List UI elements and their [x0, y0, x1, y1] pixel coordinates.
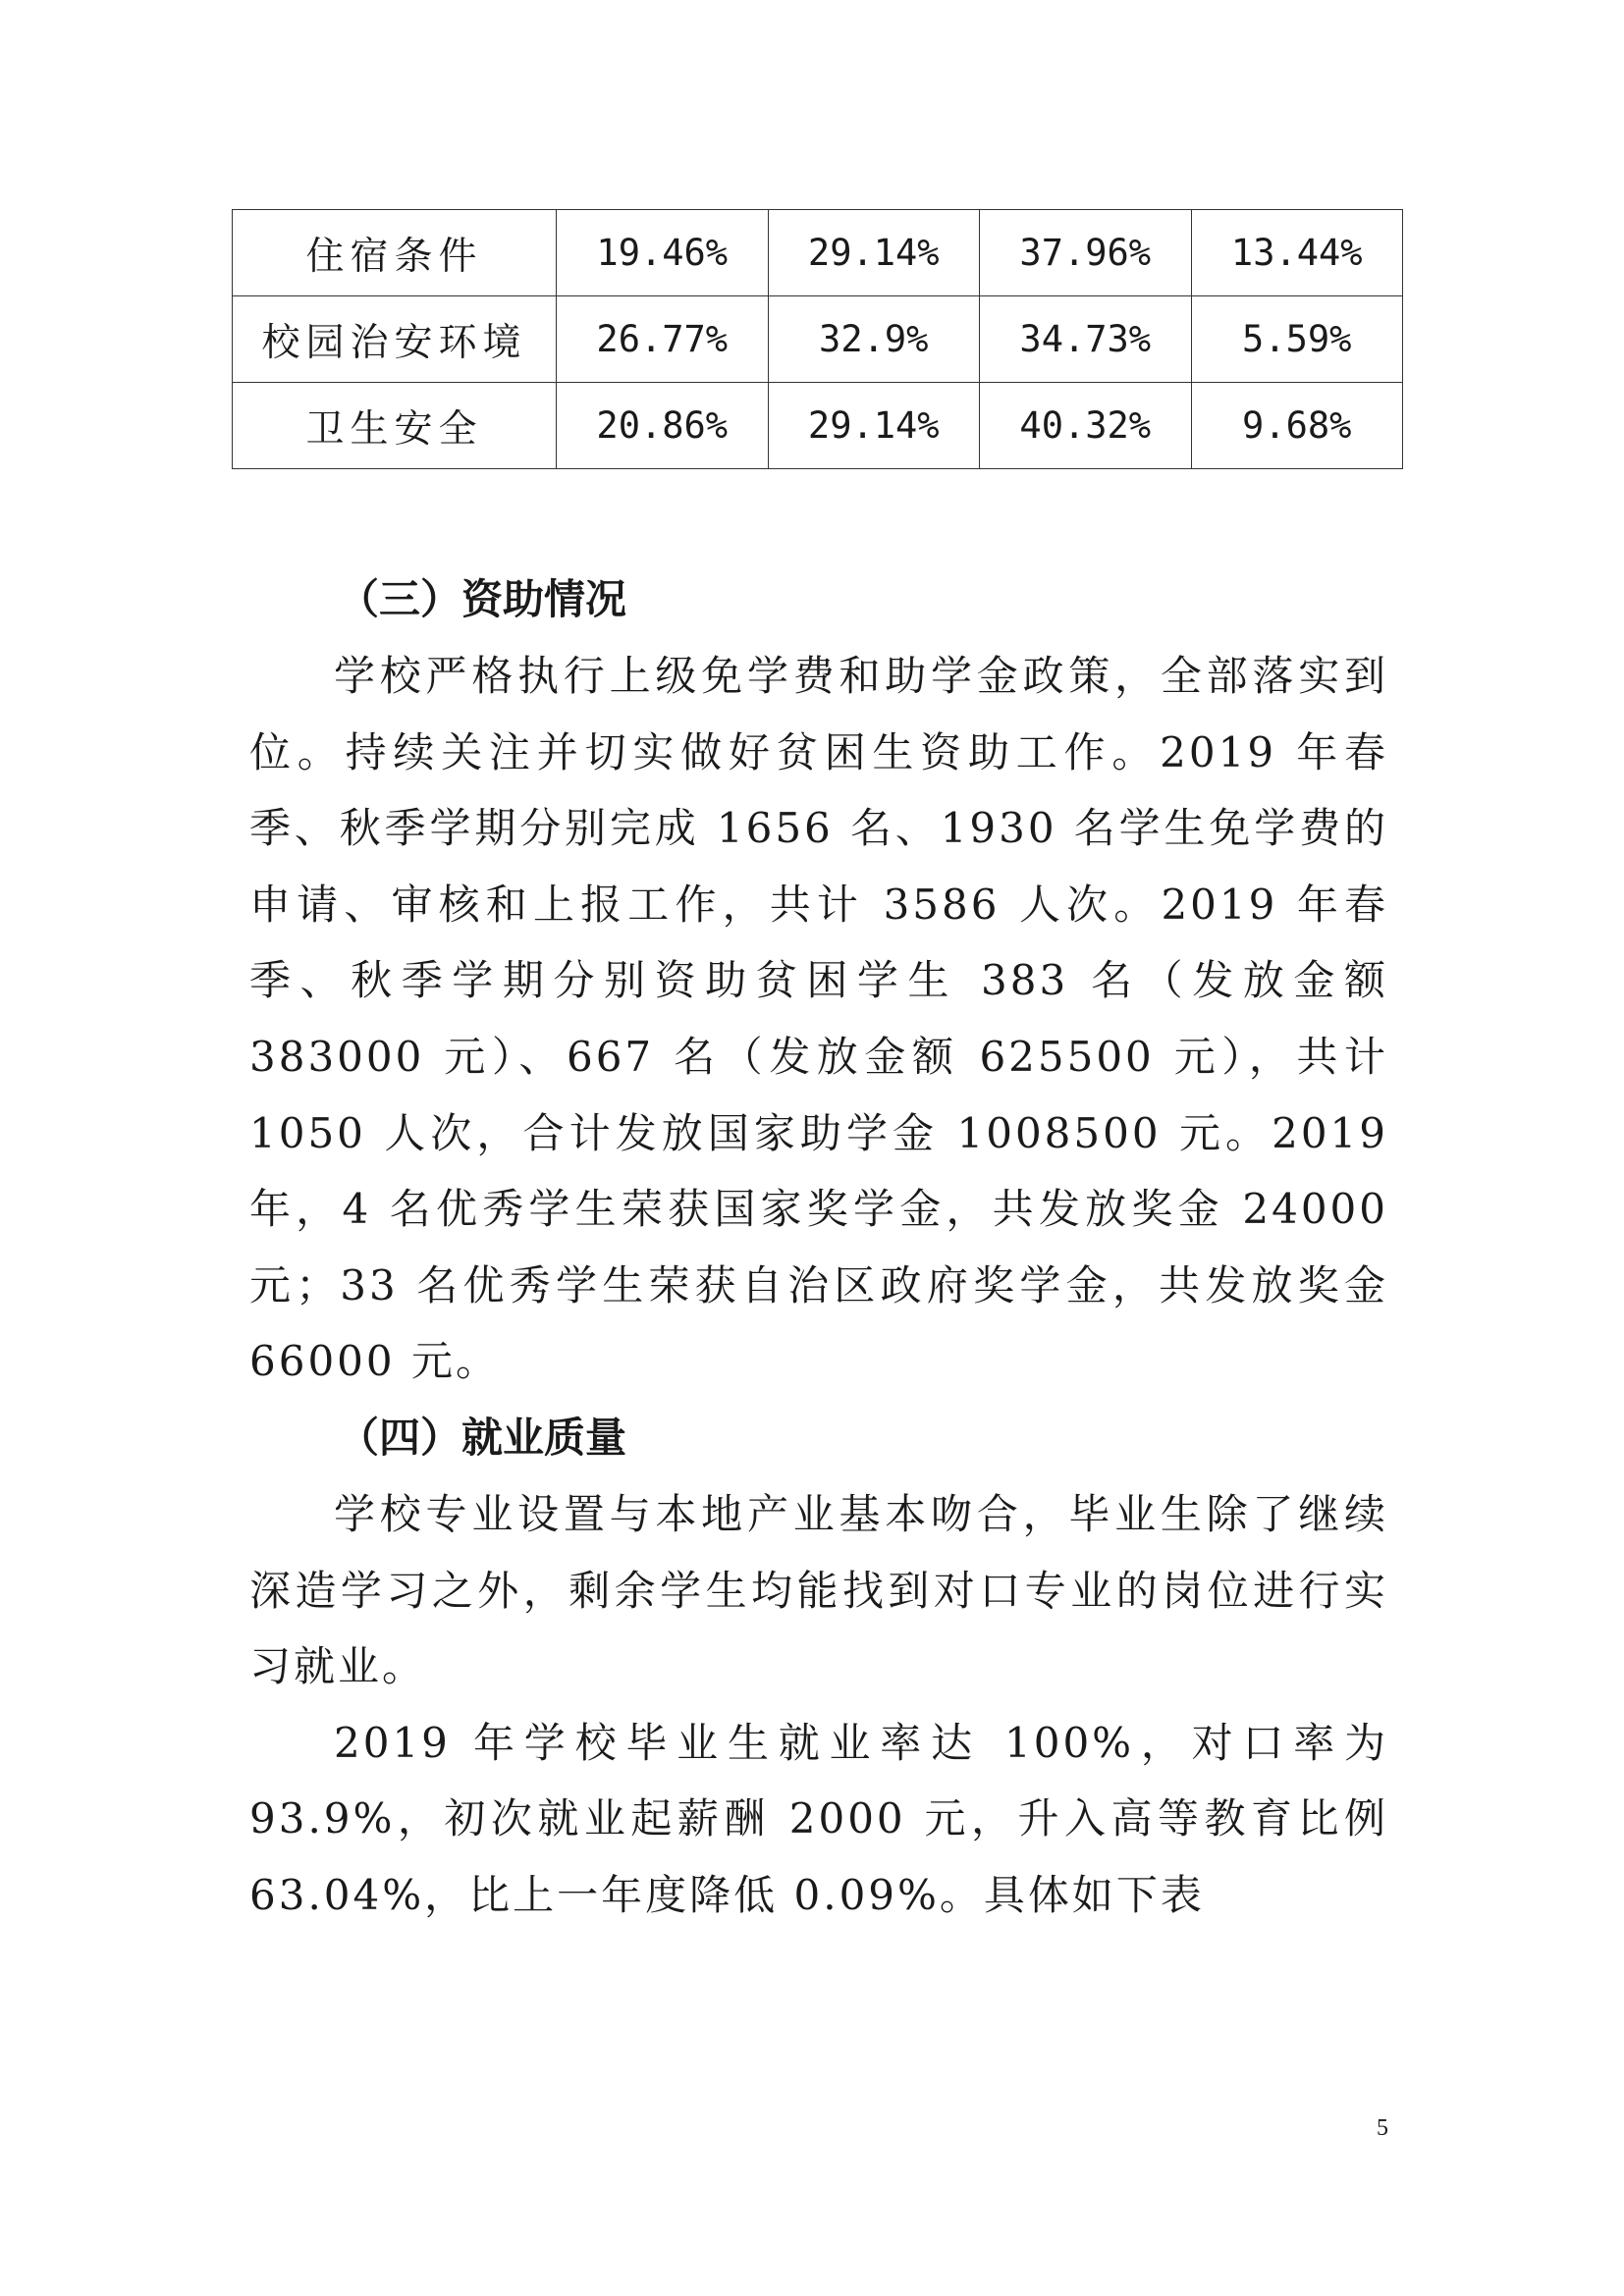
table-cell-value: 32.9%: [768, 296, 980, 383]
employment-paragraph-2: 2019 年学校毕业生就业率达 100%，对口率为 93.9%，初次就业起薪酬 2000 元，升入高等教育比例 63.04%，比上一年度降低 0.09%。具体如下表: [249, 1718, 1388, 1919]
table-row: [233, 383, 1403, 469]
survey-table: [232, 209, 1403, 469]
employment-paragraph-1: 学校专业设置与本地产业基本吻合，毕业生除了继续深造学习之外，剩余学生均能找到对口专业的岗位进行实习就业。: [249, 1489, 1388, 1691]
table-cell-value: 9.68%: [1191, 383, 1403, 469]
funding-paragraph: 学校严格执行上级免学费和助学金政策，全部落实到位。持续关注并切实做好贫困生资助工作。2019 年春季、秋季学期分别完成 1656 名、1930 名学生免学费的申请、审核和上报工作，共计 3586 人次。2019 年春季、秋季学期分别资助贫困学生 383 名（发放金额 383000 元）、667 名（发放金额 625500 元），共计 1050 人次，合计发放国家助学金 1008500 元。2019 年，4 名优秀学生荣获国家奖学金，共发放奖金 24000 元；33 名优秀学生荣获自治区政府奖学金，共发放奖金 66000 元。: [249, 652, 1388, 1386]
table-cell-value: 19.46%: [557, 210, 769, 296]
document-body: [249, 561, 1388, 1934]
table-cell-value: 34.73%: [980, 296, 1192, 383]
table-cell-item: 校园治安环境: [233, 296, 557, 383]
table-cell-value: 13.44%: [1191, 210, 1403, 296]
table-row: [233, 296, 1403, 383]
survey-table-body: [233, 210, 1403, 469]
table-cell-value: 37.96%: [980, 210, 1192, 296]
section-heading-funding: （三）资助情况: [338, 575, 627, 623]
table-cell-value: 5.59%: [1191, 296, 1403, 383]
table-cell-item: 卫生安全: [233, 383, 557, 469]
table-cell-item: 住宿条件: [233, 210, 557, 296]
section-heading-employment: （四）就业质量: [338, 1413, 627, 1462]
table-cell-value: 26.77%: [557, 296, 769, 383]
table-cell-value: 20.86%: [557, 383, 769, 469]
table-row: [233, 210, 1403, 296]
table-cell-value: 29.14%: [768, 383, 980, 469]
table-cell-value: 40.32%: [980, 383, 1192, 469]
table-cell-value: 29.14%: [768, 210, 980, 296]
page-number: 5: [1377, 2115, 1388, 2141]
